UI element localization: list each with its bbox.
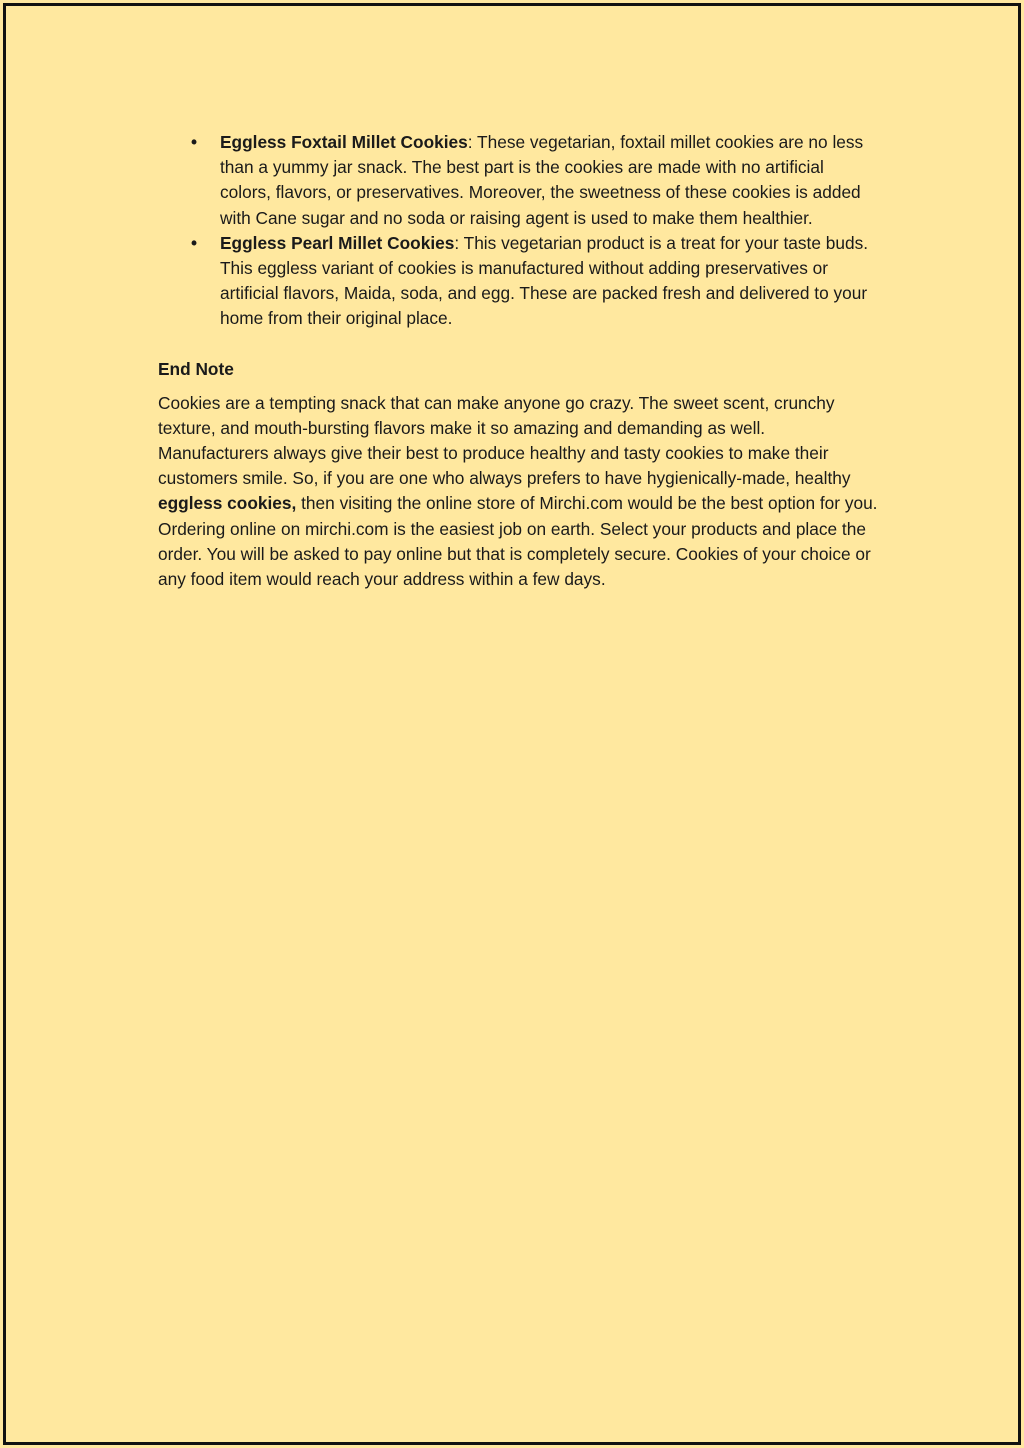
list-item bbox=[158, 231, 878, 332]
list-item-text: : These vegetarian, foxtail millet cookies are no less than a yummy jar snack. The best part is the cookies are made with no artificial colors, flavors, or preservatives. Moreover, the sweetness of these cookies is added with Cane sugar and no soda or raising agent is used to make them healthier. bbox=[220, 132, 864, 228]
bullet-icon: • bbox=[191, 132, 198, 152]
cookie-list bbox=[158, 130, 878, 332]
document-content bbox=[158, 130, 878, 592]
end-note-text-start: Cookies are a tempting snack that can make anyone go crazy. The sweet scent, crunchy texture, and mouth-bursting flavors make it so amazing and demanding as well. Manufacturers always give their best to produce healthy and tasty cookies to make their customers smile. So, if you are one who always prefers to have hygienically-made, healthy bbox=[158, 392, 851, 489]
list-item-term: Eggless Foxtail Millet Cookies bbox=[220, 132, 468, 152]
end-note-text-end: then visiting the online store of Mirchi.com would be the best option for you. Ordering online on mirchi.com is the easiest job on earth. Select your products and place the order. You will be asked to pay online but that is completely secure. Cookies of your choice or any food item would reach your address within a few days. bbox=[158, 493, 878, 590]
bullet-icon: • bbox=[191, 232, 198, 253]
end-note-heading: End Note bbox=[158, 358, 234, 379]
document-page bbox=[3, 3, 1021, 1445]
list-item-text: : This vegetarian product is a treat for your taste buds. This eggless variant of cookies is manufactured without adding preservatives or artificial flavors, Maida, soda, and egg. These are packed fresh and delivered to your home from their original place. bbox=[220, 232, 869, 329]
end-note-bold-link: eggless cookies, bbox=[158, 493, 297, 514]
list-item bbox=[158, 130, 878, 231]
list-item-term: Eggless Pearl Millet Cookies bbox=[220, 232, 455, 253]
end-note-paragraph bbox=[158, 391, 878, 593]
